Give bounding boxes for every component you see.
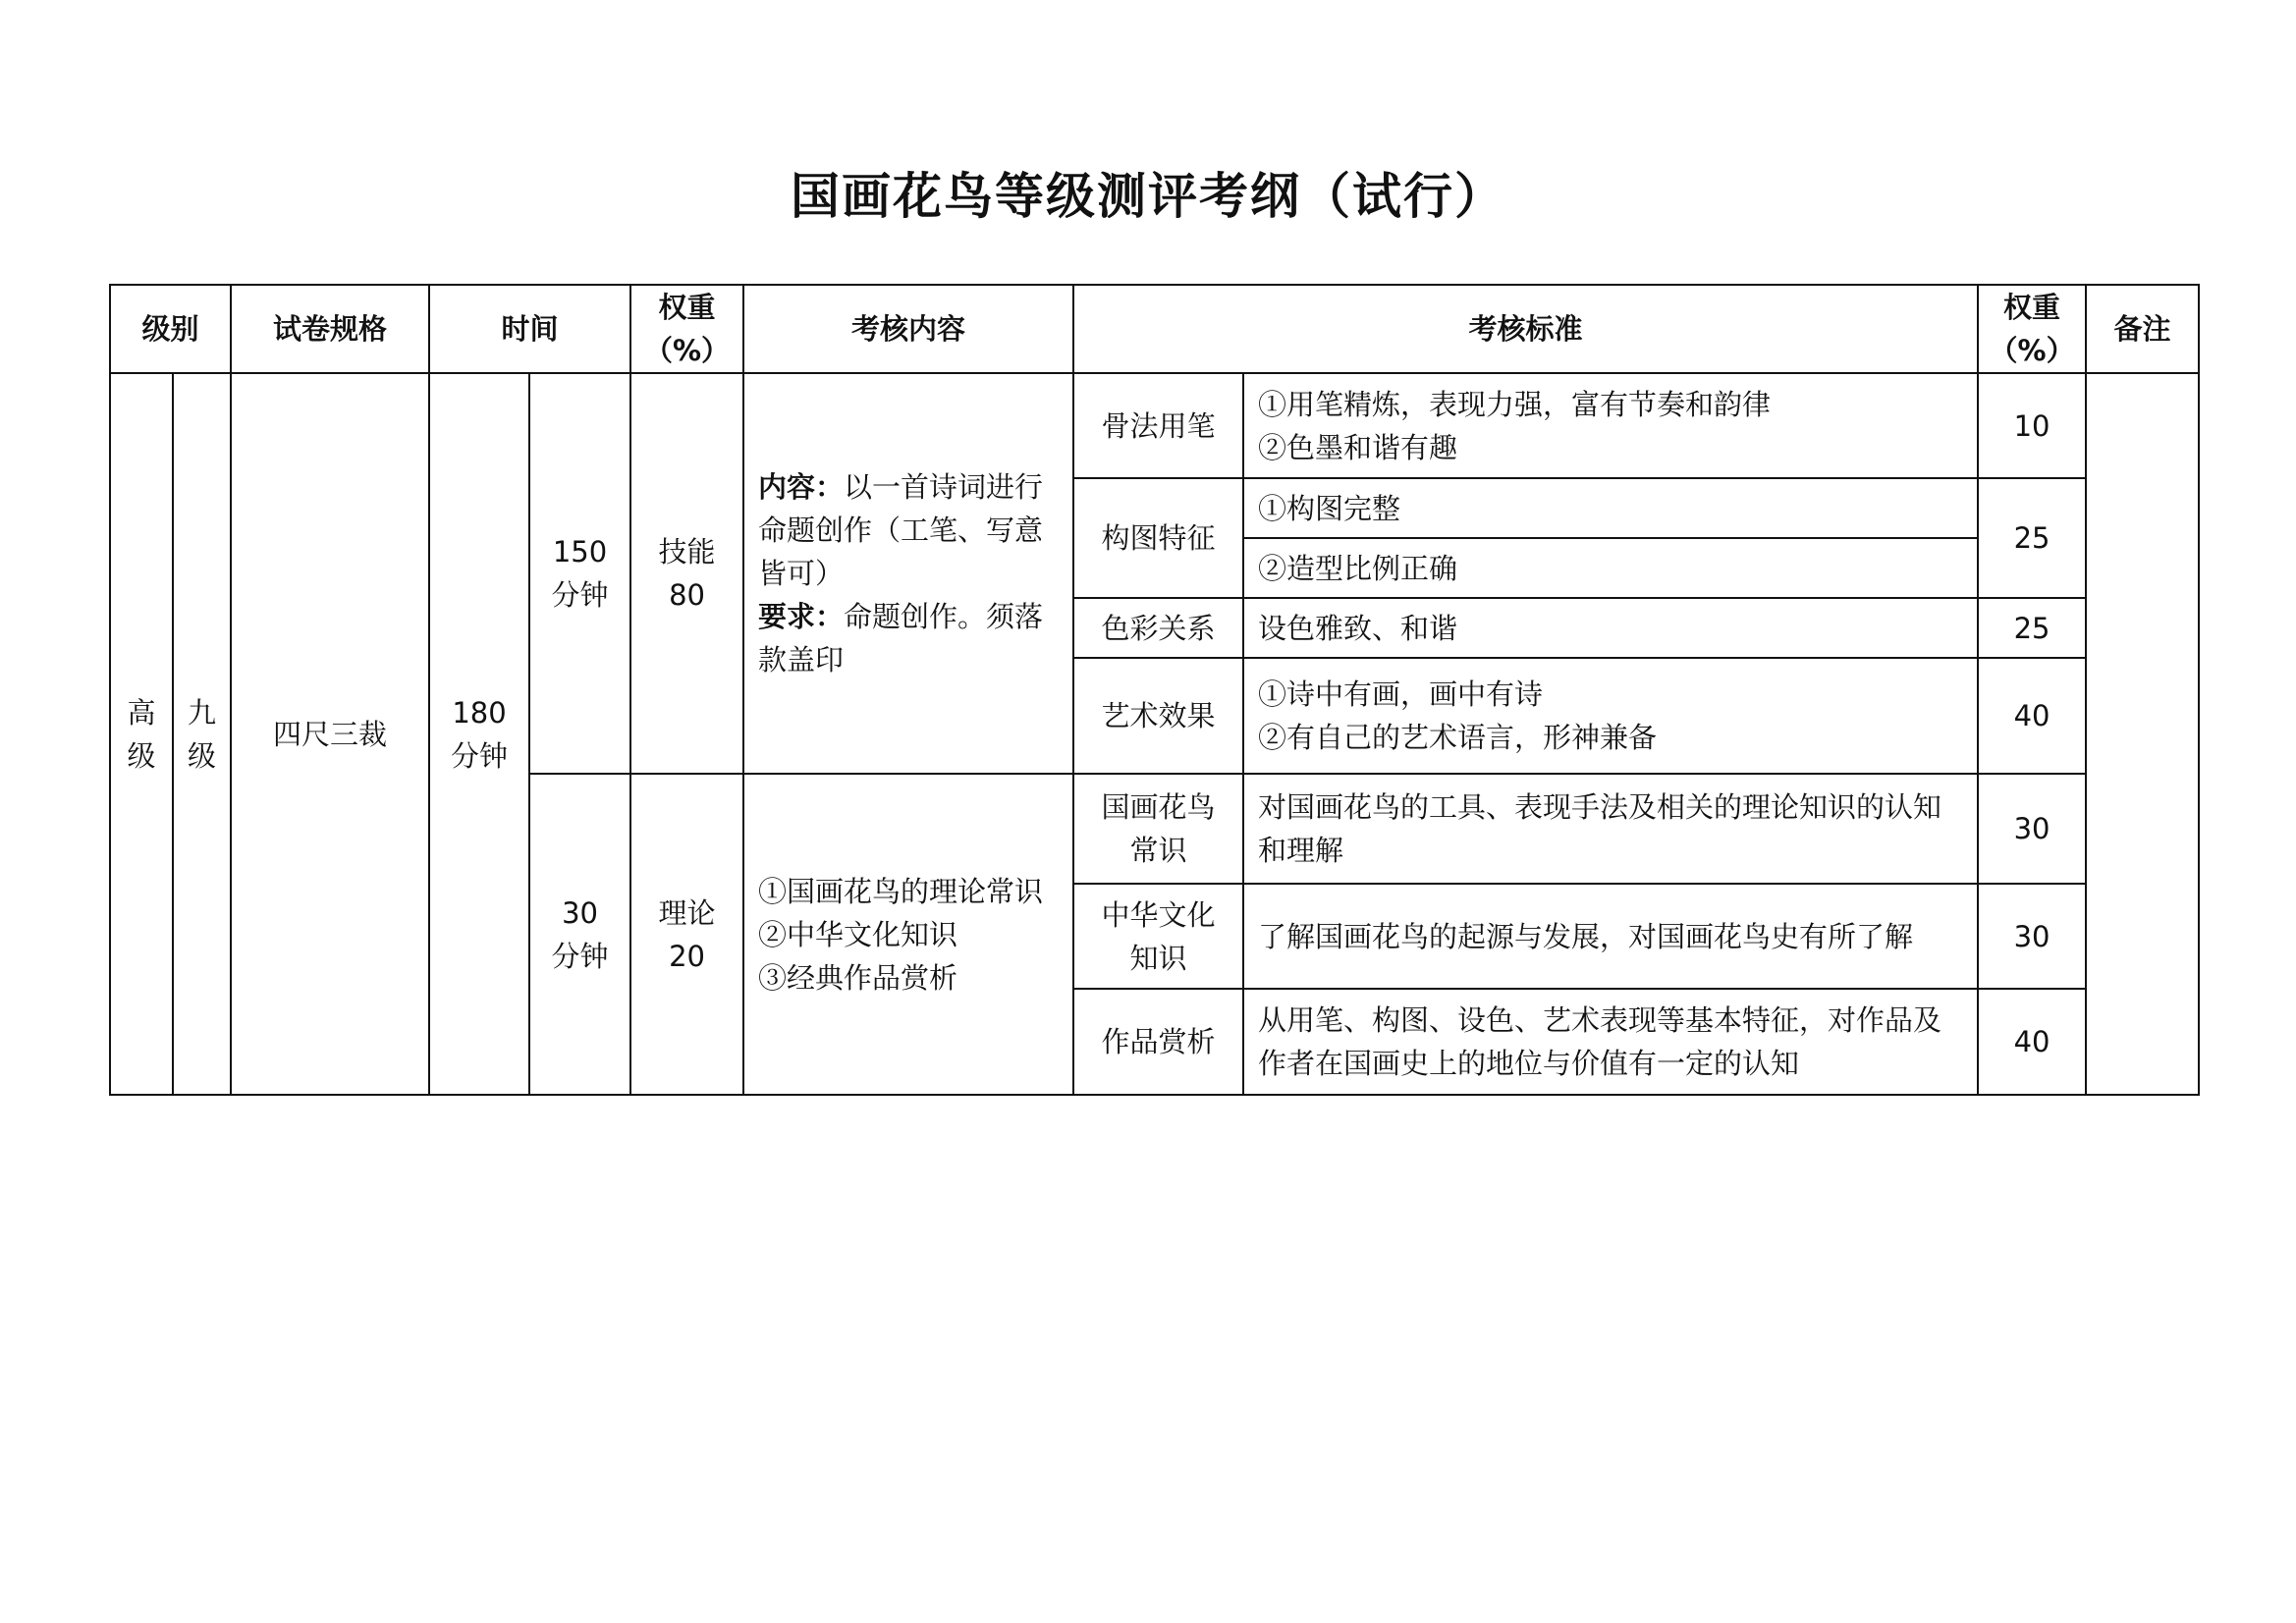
header-weight2-line1: 权重 bbox=[2003, 291, 2061, 324]
criteria-detail: ①用笔精炼，表现力强，富有节奏和韵律 ②色墨和谐有趣 bbox=[1243, 373, 1978, 478]
criteria-item: 艺术效果 bbox=[1073, 658, 1243, 774]
requirement-label: 要求： bbox=[758, 600, 845, 633]
header-paper-spec: 试卷规格 bbox=[231, 285, 429, 373]
criteria-weight: 30 bbox=[1978, 774, 2086, 884]
theory-time-cell: 30 分钟 bbox=[529, 774, 630, 1095]
skill-time-cell: 150 分钟 bbox=[529, 373, 630, 774]
criteria-detail: 从用笔、构图、设色、艺术表现等基本特征，对作品及作者在国画史上的地位与价值有一定的认知 bbox=[1243, 989, 1978, 1095]
criteria-item: 作品赏析 bbox=[1073, 989, 1243, 1095]
header-standard: 考核标准 bbox=[1073, 285, 1978, 373]
header-weight-line2: （%） bbox=[644, 334, 731, 367]
criteria-weight: 30 bbox=[1978, 884, 2086, 989]
skill-content-cell bbox=[743, 373, 1073, 774]
criteria-item: 色彩关系 bbox=[1073, 598, 1243, 658]
page-title: 国画花鸟等级测评考纲（试行） bbox=[791, 167, 1505, 225]
criteria-weight: 10 bbox=[1978, 373, 2086, 478]
criteria-detail: ①构图完整 bbox=[1243, 478, 1978, 538]
content-label: 内容： bbox=[758, 470, 845, 504]
criteria-weight: 25 bbox=[1978, 478, 2086, 598]
header-weight-line1: 权重 bbox=[658, 291, 716, 324]
remark-cell bbox=[2086, 373, 2199, 1095]
criteria-item: 中华文化 知识 bbox=[1073, 884, 1243, 989]
grade-cell: 高 级 bbox=[110, 373, 173, 1095]
requirement-text: 命题创作。须落款盖印 bbox=[758, 600, 1044, 676]
header-weight bbox=[630, 285, 743, 373]
criteria-weight: 25 bbox=[1978, 598, 2086, 658]
criteria-detail: 了解国画花鸟的起源与发展，对国画花鸟史有所了解 bbox=[1243, 884, 1978, 989]
header-remark: 备注 bbox=[2086, 285, 2199, 373]
table-header-row bbox=[110, 285, 2199, 373]
content-text: 以一首诗词进行命题创作（工笔、写意皆可） bbox=[758, 470, 1044, 590]
skill-weight-cell: 技能 80 bbox=[630, 373, 743, 774]
theory-content-cell: ①国画花鸟的理论常识 ②中华文化知识 ③经典作品赏析 bbox=[743, 774, 1073, 1095]
paper-spec-cell: 四尺三裁 bbox=[231, 373, 429, 1095]
header-time: 时间 bbox=[429, 285, 630, 373]
criteria-item: 构图特征 bbox=[1073, 478, 1243, 598]
criteria-item: 国画花鸟 常识 bbox=[1073, 774, 1243, 884]
criteria-item: 骨法用笔 bbox=[1073, 373, 1243, 478]
header-level: 级别 bbox=[110, 285, 231, 373]
theory-weight-cell: 理论 20 bbox=[630, 774, 743, 1095]
rank-cell: 九 级 bbox=[173, 373, 231, 1095]
exam-outline-table bbox=[109, 284, 2200, 1096]
total-time-cell: 180 分钟 bbox=[429, 373, 529, 1095]
criteria-detail: 设色雅致、和谐 bbox=[1243, 598, 1978, 658]
criteria-weight: 40 bbox=[1978, 658, 2086, 774]
header-weight2-line2: （%） bbox=[1989, 334, 2075, 367]
criteria-weight: 40 bbox=[1978, 989, 2086, 1095]
table-row bbox=[110, 373, 2199, 478]
header-content: 考核内容 bbox=[743, 285, 1073, 373]
criteria-detail: ②造型比例正确 bbox=[1243, 538, 1978, 598]
header-weight-2 bbox=[1978, 285, 2086, 373]
criteria-detail: ①诗中有画，画中有诗 ②有自己的艺术语言，形神兼备 bbox=[1243, 658, 1978, 774]
criteria-detail: 对国画花鸟的工具、表现手法及相关的理论知识的认知和理解 bbox=[1243, 774, 1978, 884]
